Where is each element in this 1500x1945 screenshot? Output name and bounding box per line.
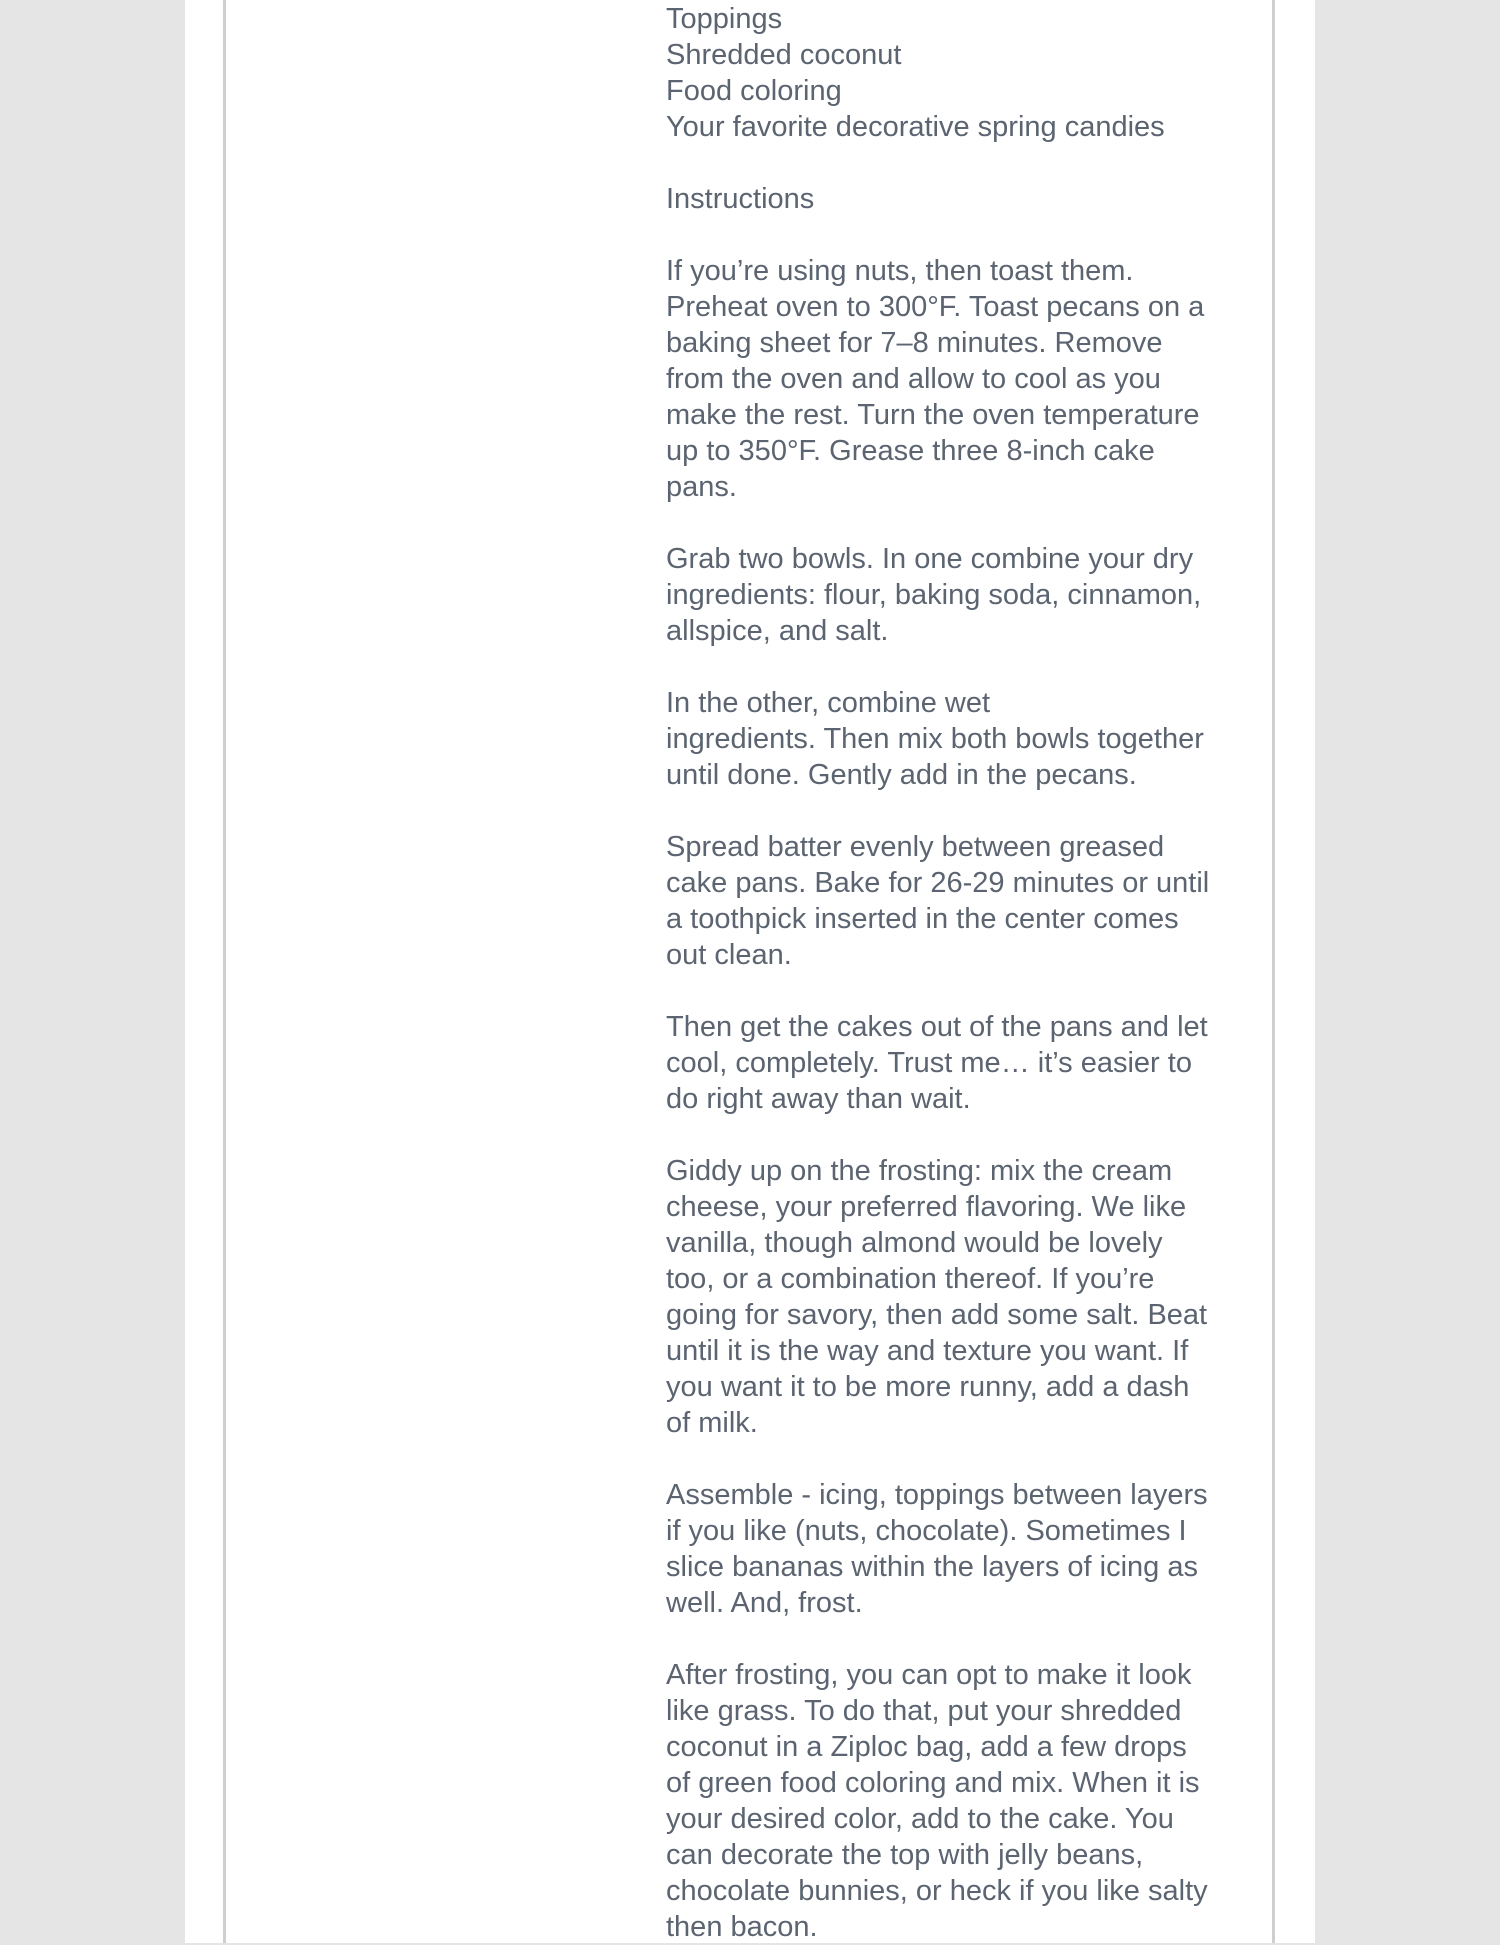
paragraph-spacer: [666, 1441, 1246, 1477]
paragraph-spacer: [666, 649, 1246, 685]
section-spacer: [666, 217, 1246, 253]
toppings-heading: Toppings: [666, 3, 783, 35]
instruction-step-8: After frosting, you can opt to make it look like grass. To do that, put your shredded coconut in a Ziploc bag, add a few drops of green food coloring and mix. When it is your desired color, add to the cake. You can decorate the top with jelly beans, chocolate bunnies, or heck if you like salty then bacon.: [666, 1659, 1208, 1943]
paragraph-spacer: [666, 1117, 1246, 1153]
instruction-step-1: If you’re using nuts, then toast them. Preheat oven to 300°F. Toast pecans on a baking sheet for 7–8 minutes. Remove from the oven and allow to cool as you make the rest. Turn the oven temperature up to 350°F. Grease three 8-inch cake pans.: [666, 255, 1205, 503]
toppings-item-food-coloring: Food coloring: [666, 75, 842, 107]
recipe-text-column: [666, 1, 1246, 1945]
instruction-step-6: Giddy up on the frosting: mix the cream cheese, your preferred flavoring. We like vanilla, though almond would be lovely too, or a combination thereof. If you’re going for savory, then add some salt. Beat until it is the way and texture you want. If you want it to be more runny, add a dash of milk.: [666, 1155, 1208, 1439]
paragraph-spacer: [666, 505, 1246, 541]
paragraph-spacer: [666, 1621, 1246, 1657]
paragraph-spacer: [666, 793, 1246, 829]
section-spacer: [666, 145, 1246, 181]
paragraph-spacer: [666, 973, 1246, 1009]
instruction-step-5: Then get the cakes out of the pans and let cool, completely. Trust me… it’s easier to do right away than wait.: [666, 1011, 1208, 1115]
instruction-step-3: In the other, combine wet ingredients. Then mix both bowls together until done. Gently add in the pecans.: [666, 687, 1204, 791]
instruction-step-2: Grab two bowls. In one combine your dry ingredients: flour, baking soda, cinnamon, allspice, and salt.: [666, 543, 1202, 647]
instruction-step-4: Spread batter evenly between greased cake pans. Bake for 26-29 minutes or until a toothpick inserted in the center comes out clean.: [666, 831, 1210, 971]
toppings-item-shredded-coconut: Shredded coconut: [666, 39, 902, 71]
instructions-heading: Instructions: [666, 183, 815, 215]
instruction-step-7: Assemble - icing, toppings between layers if you like (nuts, chocolate). Sometimes I slice bananas within the layers of icing as well. And, frost.: [666, 1479, 1208, 1619]
toppings-item-spring-candies: Your favorite decorative spring candies: [666, 111, 1165, 143]
